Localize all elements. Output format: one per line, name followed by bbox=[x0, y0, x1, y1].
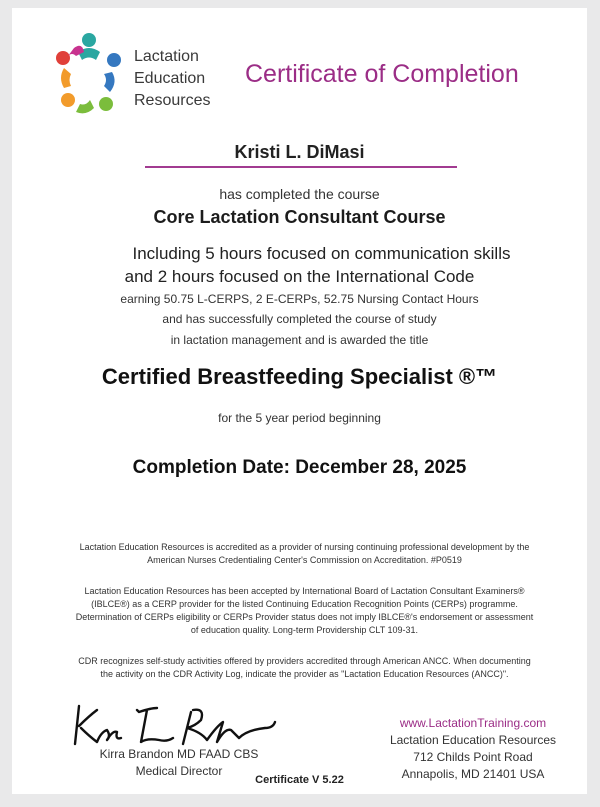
completion-date: Completion Date: December 28, 2025 bbox=[132, 457, 467, 478]
including-line-2: and 2 hours focused on the International Code bbox=[124, 267, 475, 286]
ancc-accreditation-text bbox=[42, 541, 567, 567]
fine-line: CDR recognizes self-study activities offered by providers accredited through American ANCC. When documenting bbox=[78, 656, 531, 666]
lactation-education-resources-logo bbox=[54, 30, 124, 122]
contact-block bbox=[378, 715, 568, 783]
fine-line: American Nurses Credentialing Center's Commission on Accreditation. #P0519 bbox=[147, 555, 462, 565]
contact-city: Annapolis, MD 21401 USA bbox=[401, 767, 545, 781]
cdr-text bbox=[42, 655, 567, 681]
signatory-role: Medical Director bbox=[135, 764, 223, 778]
period-text: for the 5 year period beginning bbox=[218, 411, 381, 425]
org-name-line-1: Lactation bbox=[134, 48, 199, 65]
org-name-line-2: Education bbox=[134, 70, 206, 87]
contact-org: Lactation Education Resources bbox=[389, 733, 557, 747]
signatory-name: Kirra Brandon MD FAAD CBS bbox=[99, 747, 259, 761]
iblce-cerp-text bbox=[42, 585, 567, 637]
fine-line: the activity on the CDR Activity Log, indicate the provider as "Lactation Education Resources (ANCC)". bbox=[100, 669, 509, 679]
fine-line: Determination of CERPs eligibility or CERPs Provider status does not imply IBLCE®'s endorsement or assessment bbox=[75, 612, 534, 622]
course-name: Core Lactation Consultant Course bbox=[153, 207, 446, 227]
contact-street: 712 Childs Point Road bbox=[413, 750, 533, 764]
certificate-version: Certificate V 5.22 bbox=[255, 774, 344, 786]
recipient-name: Kristi L. DiMasi bbox=[234, 142, 365, 162]
org-name-line-3: Resources bbox=[134, 92, 211, 109]
fine-line: Lactation Education Resources is accredited as a provider of nursing continuing professional development by the bbox=[79, 542, 530, 552]
handwritten-signature bbox=[67, 702, 282, 752]
credential-title: Certified Breastfeeding Specialist ®™ bbox=[101, 364, 498, 389]
including-line-1: Including 5 hours focused on communication skills bbox=[132, 244, 511, 263]
certificate-title: Certificate of Completion bbox=[245, 60, 519, 88]
logo-figure-orange bbox=[61, 68, 75, 107]
fine-line: Lactation Education Resources has been accepted by International Board of Lactation Consultant Examiners® bbox=[84, 586, 525, 596]
fine-line: of education quality. Long-term Providership CLT 109-31. bbox=[190, 625, 419, 635]
logo-figure-blue bbox=[104, 53, 121, 92]
name-underline bbox=[145, 166, 457, 168]
website-link[interactable]: www.LactationTraining.com bbox=[399, 716, 547, 730]
earning-text: earning 50.75 L-CERPS, 2 E-CERPs, 52.75 Nursing Contact Hours bbox=[120, 292, 479, 306]
certificate-page bbox=[12, 8, 587, 794]
organization-name bbox=[134, 46, 210, 112]
successfully-text: and has successfully completed the course of study bbox=[162, 312, 437, 326]
logo-figure-green bbox=[76, 97, 113, 113]
management-text: in lactation management and is awarded the title bbox=[170, 333, 429, 347]
completed-text: has completed the course bbox=[219, 186, 380, 202]
fine-line: (IBLCE®) as a CERP provider for the listed Continuing Education Recognition Points (CERPs) programme. bbox=[91, 599, 518, 609]
